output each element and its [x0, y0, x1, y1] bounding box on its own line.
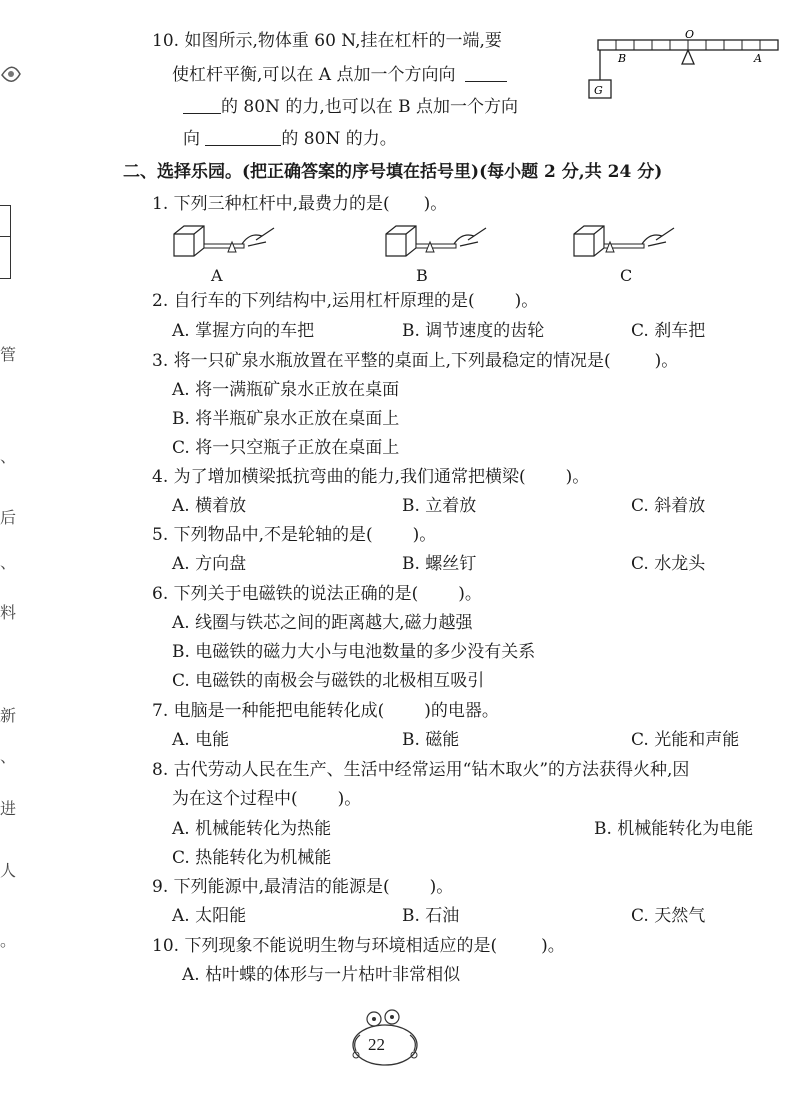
lever-option-c-figure [570, 222, 680, 262]
question-2: 2. 自行车的下列结构中,运用杠杆原理的是( )。 [152, 291, 539, 311]
margin-char: 、 [0, 447, 17, 466]
option-label-a: A [211, 266, 223, 285]
answer-blank[interactable] [465, 65, 507, 82]
q8-option-a[interactable]: A. 机械能转化为热能 [172, 819, 332, 839]
page-number: 22 [368, 1035, 385, 1054]
question-6: 6. 下列关于电磁铁的说法正确的是( )。 [152, 584, 482, 604]
q5-option-b[interactable]: B. 螺丝钉 [402, 554, 477, 574]
fill-q10-line3: 的 80N 的力,也可以在 B 点加一个方向 [183, 96, 518, 118]
margin-char: 人 [0, 861, 17, 880]
q7-option-b[interactable]: B. 磁能 [402, 730, 460, 750]
q10-option-a[interactable]: A. 枯叶蝶的体形与一片枯叶非常相似 [182, 965, 461, 985]
q6-option-b[interactable]: B. 电磁铁的磁力大小与电池数量的多少没有关系 [172, 642, 536, 662]
page-number-badge [340, 1005, 430, 1075]
q2-option-b[interactable]: B. 调节速度的齿轮 [402, 321, 545, 341]
margin-char: 进 [0, 799, 17, 818]
q9-option-a[interactable]: A. 太阳能 [172, 906, 247, 926]
q8-option-c[interactable]: C. 热能转化为机械能 [172, 848, 332, 868]
margin-box [0, 205, 11, 279]
margin-char: 管 [0, 345, 17, 364]
q4-option-c[interactable]: C. 斜着放 [631, 496, 706, 516]
question-7: 7. 电脑是一种能把电能转化成( )的电器。 [152, 701, 499, 721]
q6-option-a[interactable]: A. 线圈与铁芯之间的距离越大,磁力越强 [172, 613, 473, 633]
question-4: 4. 为了增加横梁抵抗弯曲的能力,我们通常把横梁( )。 [152, 467, 590, 487]
q5-option-c[interactable]: C. 水龙头 [631, 554, 706, 574]
label-g: G [594, 84, 603, 97]
margin-char: 、 [0, 553, 17, 572]
lever-option-a-figure [170, 222, 280, 262]
question-1: 1. 下列三种杠杆中,最费力的是( )。 [152, 194, 448, 214]
margin-ornament-icon [0, 60, 24, 90]
q6-option-c[interactable]: C. 电磁铁的南极会与磁铁的北极相互吸引 [172, 671, 485, 691]
answer-blank[interactable] [183, 97, 221, 114]
q3-option-a[interactable]: A. 将一满瓶矿泉水正放在桌面 [172, 380, 400, 400]
q2-option-c[interactable]: C. 刹车把 [631, 321, 706, 341]
q8-option-b[interactable]: B. 机械能转化为电能 [594, 819, 754, 839]
q2-option-a[interactable]: A. 掌握方向的车把 [172, 321, 315, 341]
q7-option-a[interactable]: A. 电能 [172, 730, 230, 750]
lever-option-b-figure [382, 222, 492, 262]
fill-q10-line2: 使杠杆平衡,可以在 A 点加一个方向向 [172, 64, 507, 86]
q9-option-b[interactable]: B. 石油 [402, 906, 460, 926]
q4-option-b[interactable]: B. 立着放 [402, 496, 477, 516]
margin-char: 新 [0, 706, 17, 725]
question-8-line2: 为在这个过程中( )。 [172, 789, 362, 809]
question-10: 10. 下列现象不能说明生物与环境相适应的是( )。 [152, 936, 565, 956]
question-5: 5. 下列物品中,不是轮轴的是( )。 [152, 525, 437, 545]
option-label-c: C [620, 266, 633, 285]
margin-char: 料 [0, 603, 17, 622]
margin-char: 后 [0, 508, 17, 527]
label-o: O [685, 28, 695, 41]
label-a: A [754, 52, 762, 65]
q3-option-c[interactable]: C. 将一只空瓶子正放在桌面上 [172, 438, 400, 458]
lever-figure [588, 28, 788, 108]
fill-q10-line1: 10. 如图所示,物体重 60 N,挂在杠杆的一端,要 [152, 31, 502, 51]
margin-char: 。 [0, 931, 17, 950]
question-8-line1: 8. 古代劳动人民在生产、生活中经常运用“钻木取火”的方法获得火种,因 [152, 760, 690, 780]
fill-q10-line4: 向 的 80N 的力。 [183, 129, 397, 149]
option-label-b: B [416, 266, 428, 285]
answer-blank[interactable] [205, 129, 281, 146]
q7-option-c[interactable]: C. 光能和声能 [631, 730, 740, 750]
margin-char: 、 [0, 747, 17, 766]
question-3: 3. 将一只矿泉水瓶放置在平整的桌面上,下列最稳定的情况是( )。 [152, 351, 679, 371]
question-9: 9. 下列能源中,最清洁的能源是( )。 [152, 877, 454, 897]
q9-option-c[interactable]: C. 天然气 [631, 906, 706, 926]
q4-option-a[interactable]: A. 横着放 [172, 496, 247, 516]
section-title: 二、选择乐园。(把正确答案的序号填在括号里)(每小题 2 分,共 24 分) [123, 162, 663, 182]
label-b: B [618, 52, 627, 65]
q5-option-a[interactable]: A. 方向盘 [172, 554, 247, 574]
q3-option-b[interactable]: B. 将半瓶矿泉水正放在桌面上 [172, 409, 400, 429]
